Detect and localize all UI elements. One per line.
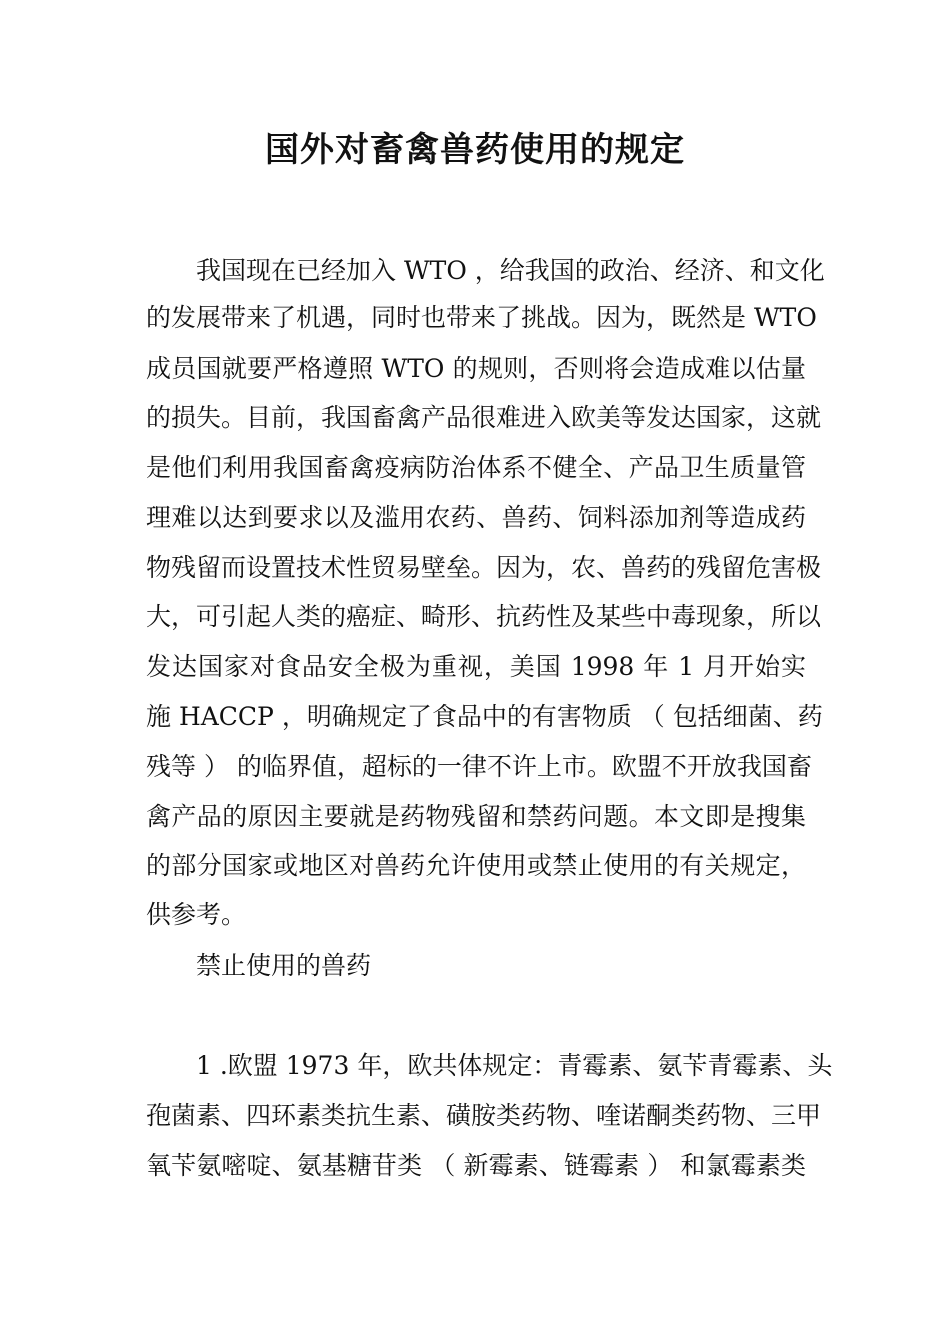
paragraph-line: 的发展带来了机遇，同时也带来了挑战。因为，既然是 WTO xyxy=(146,303,817,332)
section-heading: 禁止使用的兽药 xyxy=(196,951,372,980)
paragraph-line: 理难以达到要求以及滥用农药、兽药、饲料添加剂等造成药 xyxy=(146,503,806,532)
paragraph-line: 的损失。目前，我国畜禽产品很难进入欧美等发达国家，这就 xyxy=(146,403,822,432)
paragraph-line: 禽产品的原因主要就是药物残留和禁药问题。本文即是搜集 xyxy=(146,802,806,831)
paragraph-line: 发达国家对食品安全极为重视，美国 1998 年 1 月开始实 xyxy=(146,652,806,681)
paragraph-line: 残等 ） 的临界值，超标的一律不许上市。欧盟不开放我国畜 xyxy=(146,752,812,781)
paragraph-line: 是他们利用我国畜禽疫病防治体系不健全、产品卫生质量管 xyxy=(146,453,806,482)
paragraph-line: 成员国就要严格遵照 WTO 的规则，否则将会造成难以估量 xyxy=(146,354,806,383)
paragraph-line: 供参考。 xyxy=(146,900,247,929)
paragraph-line: 物残留而设置技术性贸易壁垒。因为，农、兽药的残留危害极 xyxy=(146,553,822,582)
paragraph-line: 大，可引起人类的癌症、畸形、抗药性及某些中毒现象，所以 xyxy=(146,602,822,631)
paragraph-line: 的部分国家或地区对兽药允许使用或禁止使用的有关规定， xyxy=(146,851,806,880)
paragraph-line: 孢菌素、四环素类抗生素、磺胺类药物、喹诺酮类药物、三甲 xyxy=(146,1101,822,1130)
paragraph-line: 施 HACCP ，明确规定了食品中的有害物质 （ 包括细菌、药 xyxy=(146,702,823,731)
document-title: 国外对畜禽兽药使用的规定 xyxy=(265,130,685,170)
paragraph-line: 1 .欧盟 1973 年，欧共体规定：青霉素、氨苄青霉素、头 xyxy=(196,1051,833,1080)
paragraph-line: 我国现在已经加入 WTO ，给我国的政治、经济、和文化 xyxy=(196,256,825,285)
paragraph-line: 氧苄氨嘧啶、氨基糖苷类 （ 新霉素、链霉素 ） 和氯霉素类 xyxy=(146,1151,806,1180)
